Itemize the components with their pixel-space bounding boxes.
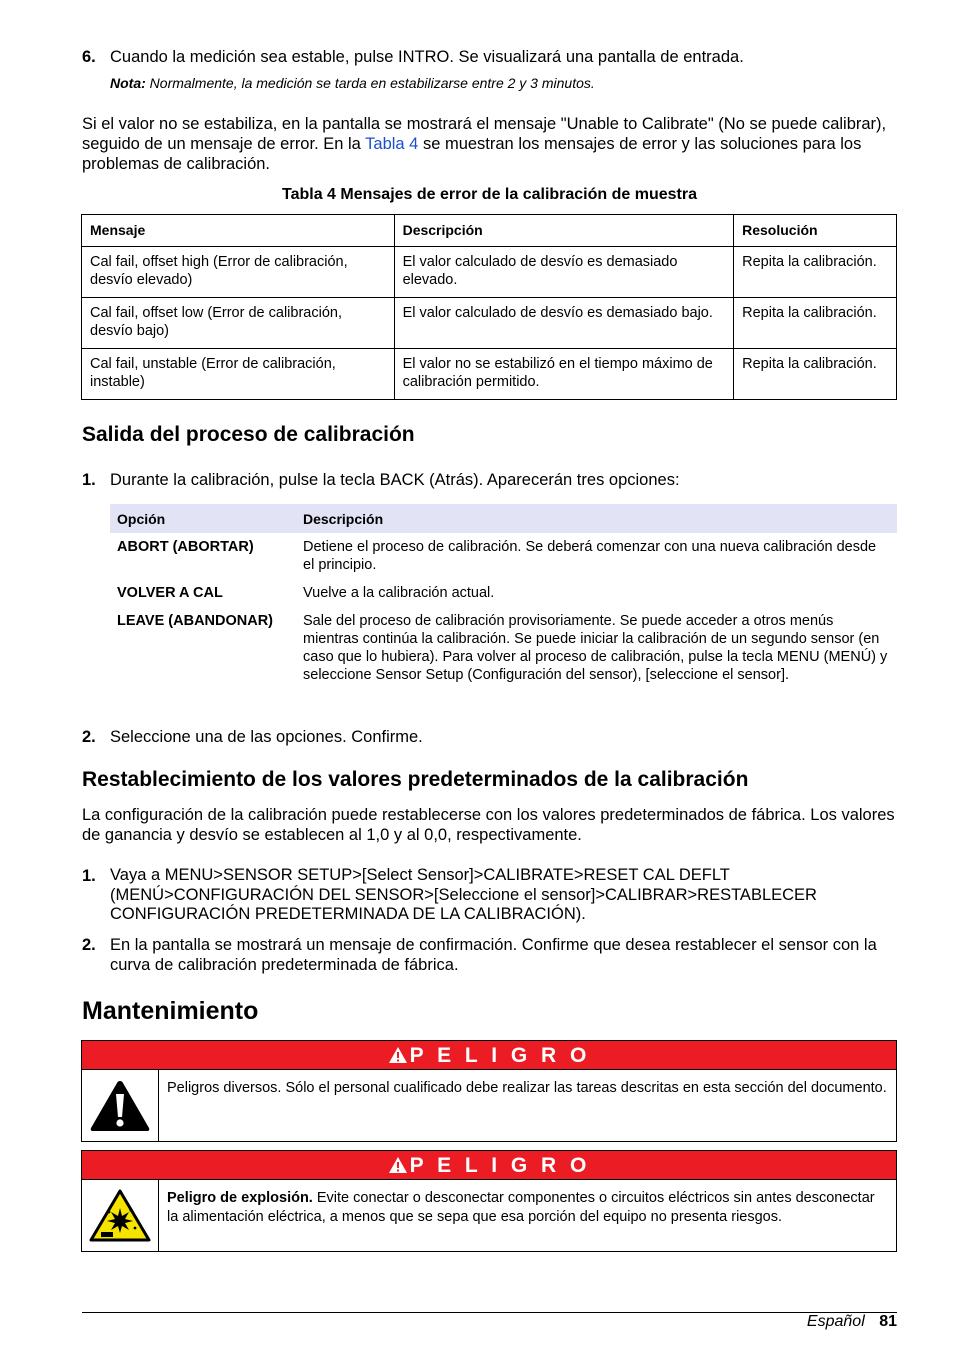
para-text-1: Si el valor no se estabiliza, en la pantalla se mostrará el mensaje "Unable to Calibrate" (No se puede calibrar), seguido de un mensaje de error. En la [82, 115, 887, 153]
option-name: ABORT (ABORTAR) [117, 539, 254, 555]
table-caption: Tabla 4 Mensajes de error de la calibración de muestra [282, 186, 697, 203]
table-cell: El valor calculado de desvío es demasiado elevado. [394, 247, 734, 298]
danger-header [82, 1151, 896, 1180]
reset-paragraph: La configuración de la calibración puede restablecerse con los valores predeterminados de fábrica. Los valores de ganancia y desvío se establecen al 1,0 y al 0,0, respectivamente. [82, 806, 895, 844]
option-name: VOLVER A CAL [117, 585, 223, 601]
table-cell: Cal fail, offset low (Error de calibración, desvío bajo) [82, 298, 395, 349]
col-header: Descripción [296, 504, 897, 533]
step-number: 6. [82, 48, 96, 66]
table-row [82, 298, 897, 349]
table-cell: El valor calculado de desvío es demasiado bajo. [394, 298, 734, 349]
note-label: Nota: [110, 75, 146, 91]
danger-header [82, 1041, 896, 1070]
warning-exclamation-icon [82, 1070, 159, 1141]
option-row [110, 607, 897, 689]
section-heading-exit: Salida del proceso de calibración [82, 423, 415, 446]
step-number: 1. [82, 867, 96, 885]
para-text-2: se muestran los mensajes de error y las soluciones para los problemas de calibración. [82, 135, 862, 173]
explosion-icon [82, 1180, 159, 1251]
footer-language: Español [806, 1313, 865, 1330]
table-cell: Repita la calibración. [734, 247, 897, 298]
option-description: Vuelve a la calibración actual. [303, 585, 495, 601]
danger-box-1 [81, 1040, 897, 1142]
options-table [110, 504, 897, 689]
note-text: Normalmente, la medición se tarda en estabilizarse entre 2 y 3 minutos. [145, 75, 595, 91]
footer [807, 1313, 897, 1331]
danger-bold-label: Peligro de explosión. [167, 1190, 313, 1206]
error-table [81, 214, 897, 400]
col-header: Opción [110, 504, 296, 533]
note [110, 75, 595, 91]
danger-label: P E L I G R O [409, 1044, 591, 1067]
option-row [110, 579, 897, 607]
step-text: Cuando la medición sea estable, pulse INTRO. Se visualizará una pantalla de entrada. [110, 48, 744, 66]
table-row [82, 349, 897, 400]
step-text: Vaya a MENU>SENSOR SETUP>[Select Sensor]>CALIBRATE>RESET CAL DEFLT (MENÚ>CONFIGURACIÓN DEL SENSOR>[Seleccione el sensor]>CALIBRAR>RESTABLECER CONFIGURACIÓN PREDETERMINADA DE LA CALIBRACIÓN). [110, 866, 817, 923]
option-name: LEAVE (ABANDONAR) [117, 613, 274, 629]
col-header: Descripción [394, 215, 734, 247]
page-number: 81 [879, 1313, 897, 1330]
table-cell: El valor no se estabilizó en el tiempo máximo de calibración permitido. [394, 349, 734, 400]
step-text: En la pantalla se mostrará un mensaje de confirmación. Confirme que desea restablecer el sensor con la curva de calibración predeterminada de fábrica. [110, 936, 877, 974]
col-header: Resolución [734, 215, 897, 247]
step-number: 2. [82, 728, 96, 746]
danger-box-2 [81, 1150, 897, 1252]
section-heading-reset: Restablecimiento de los valores predeterminados de la calibración [82, 768, 749, 791]
step-number: 2. [82, 936, 96, 954]
warning-triangle-icon [388, 1156, 408, 1174]
table-cell: Cal fail, offset high (Error de calibración, desvío elevado) [82, 247, 395, 298]
table-cell: Repita la calibración. [734, 298, 897, 349]
option-description: Sale del proceso de calibración provisoriamente. Se puede acceder a otros menús mientras continúa la calibración. Se puede iniciar la calibración de un segundo sensor (en caso que lo hubiera). Para volver al proceso de calibración, pulse la tecla MENU (MENÚ) y seleccione Sensor Setup (Configuración del sensor), [seleccione el sensor]. [303, 613, 888, 683]
step-text: Durante la calibración, pulse la tecla BACK (Atrás). Aparecerán tres opciones: [110, 471, 680, 489]
col-header: Mensaje [82, 215, 395, 247]
table-cell: Cal fail, unstable (Error de calibración, instable) [82, 349, 395, 400]
warning-triangle-icon [388, 1046, 408, 1064]
option-row [110, 533, 897, 579]
table-row [82, 247, 897, 298]
options-header-row [110, 504, 897, 533]
step-text: Seleccione una de las opciones. Confirme. [110, 728, 423, 746]
option-description: Detiene el proceso de calibración. Se deberá comenzar con una nueva calibración desde el principio. [303, 539, 877, 573]
footer-rule [82, 1312, 897, 1313]
intro-paragraph [82, 114, 897, 174]
table-header-row [82, 215, 897, 247]
danger-body: Evite conectar o desconectar componentes o circuitos eléctricos sin antes desconectar la alimentación eléctrica, a menos que se sepa que esa porción del equipo no presenta riesgos. [167, 1190, 875, 1225]
danger-text: Peligros diversos. Sólo el personal cualificado debe realizar las tareas descritas en esta sección del documento. [167, 1080, 887, 1096]
maintenance-heading: Mantenimiento [82, 997, 259, 1025]
table-cell: Repita la calibración. [734, 349, 897, 400]
danger-text [159, 1180, 896, 1251]
step-number: 1. [82, 471, 96, 489]
danger-label: P E L I G R O [409, 1154, 591, 1177]
table-4-link[interactable]: Tabla 4 [365, 135, 419, 153]
